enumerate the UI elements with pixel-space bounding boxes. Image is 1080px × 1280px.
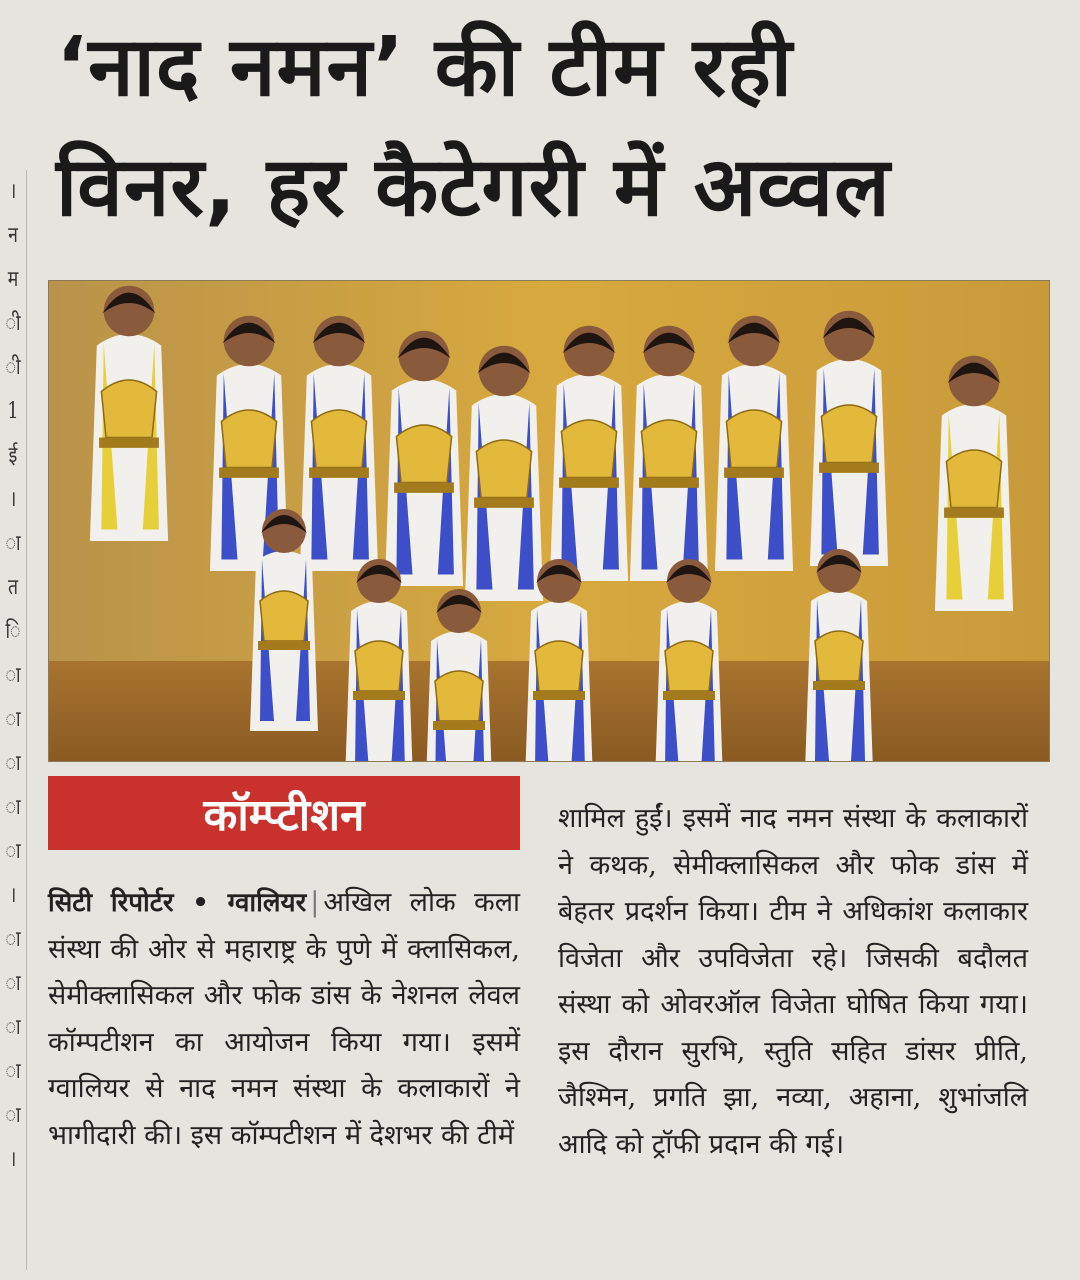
margin-fragment: ा (5, 707, 21, 732)
margin-fragment: ा (5, 751, 21, 776)
margin-fragment: ा (5, 795, 21, 820)
group-photo (48, 280, 1050, 762)
margin-fragment: । (9, 487, 17, 512)
margin-fragment: ा (5, 927, 21, 952)
margin-fragment: ा (5, 971, 21, 996)
margin-fragment: ा (5, 839, 21, 864)
margin-fragment: ि (5, 619, 21, 644)
margin-fragment: ी (5, 355, 21, 380)
margin-fragment: ी (5, 311, 21, 336)
margin-fragment: ा (5, 531, 21, 556)
margin-fragment: । (9, 883, 17, 908)
margin-fragment: ा (5, 1059, 21, 1084)
headline-line-1: ‘नाद नमन’ की टीम रही (56, 20, 793, 115)
article-paragraph-left (48, 880, 520, 1159)
article-column-right (558, 796, 1028, 1168)
headline (56, 8, 1046, 248)
byline-separator: | (310, 887, 320, 918)
adjacent-column-fragment (0, 170, 27, 1270)
margin-fragment: म (7, 267, 19, 292)
margin-fragment: । (9, 1147, 17, 1172)
margin-fragment: त (7, 575, 19, 600)
article-text-left: अखिल लोक कला संस्था की ओर से महाराष्ट्र के पुणे में क्लासिकल, सेमीक्लासिकल और फोक डांस के नेशनल लेवल कॉम्पटीशन का आयोजन किया गया। इसमें ग्वालियर से नाद नमन संस्था के कलाकारों ने भागीदारी की। इस कॉम्पटीशन में देशभर की टीमें (48, 887, 521, 1151)
margin-fragment: ा (5, 1103, 21, 1128)
margin-fragment: ा (5, 1015, 21, 1040)
margin-fragment: । (9, 179, 17, 204)
category-tag-label: कॉम्प्टीशन (203, 790, 365, 841)
margin-fragment: न (8, 223, 18, 248)
margin-fragment: ा (5, 663, 21, 688)
byline: सिटी रिपोर्टर • ग्वालियर (48, 888, 307, 918)
margin-fragment: 1 (7, 399, 19, 424)
article-text-right: शामिल हुईं। इसमें नाद नमन संस्था के कलाकारों ने कथक, सेमीक्लासिकल और फोक डांस में बेहतर प्रदर्शन किया। टीम ने अधिकांश कलाकार विजेता और उपविजेता रहे। जिसकी बदौलत संस्था को ओवरऑल विजेता घोषित किया गया। इस दौरान सुरभि, स्तुति सहित डांसर प्रीति, जैश्मिन, प्रगति झा, नव्या, अहाना, शुभांजलि आदि को ट्रॉफी प्रदान की गई। (558, 803, 1028, 1160)
article-column-left (48, 880, 520, 1159)
headline-line-2: विनर, हर कैटेगरी में अव्वल (56, 140, 891, 235)
margin-fragment: ई (8, 443, 18, 468)
category-tag (48, 776, 520, 850)
